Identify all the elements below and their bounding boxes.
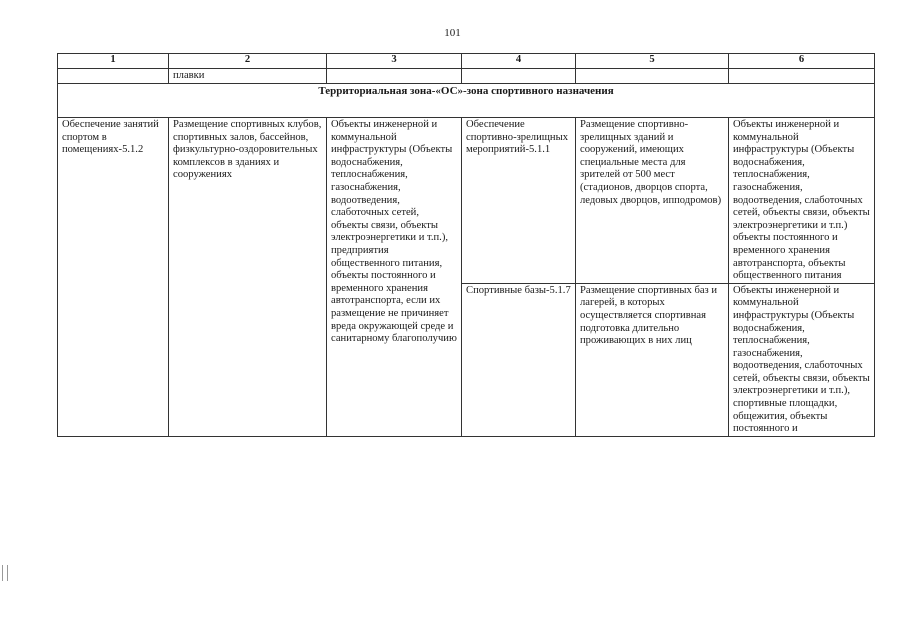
zone-title: Территориальная зона-«ОС»-зона спортивного назначения — [58, 84, 875, 118]
conditional-use-name-cell: Спортивные базы-5.1.7 — [462, 283, 576, 436]
column-header-1: 1 — [58, 54, 169, 69]
activity-name-cell: Обеспечение занятий спортом в помещениях-5.1.2 — [58, 118, 169, 437]
column-header-5: 5 — [576, 54, 729, 69]
continuation-row — [58, 69, 875, 84]
conditional-use-name-cell: Обеспечение спортивно-зрелищных мероприятий-5.1.1 — [462, 118, 576, 284]
scan-edge-mark — [2, 565, 8, 581]
column-header-2: 2 — [169, 54, 327, 69]
column-header-6: 6 — [729, 54, 875, 69]
activity-description-cell: Размещение спортивных клубов, спортивных залов, бассейнов, физкультурно-оздоровительных комплексов в зданиях и сооружениях — [169, 118, 327, 437]
header-row — [58, 54, 875, 69]
page-number: 101 — [444, 27, 461, 39]
land-use-table — [57, 53, 875, 437]
zone-title-row — [58, 84, 875, 118]
conditional-auxiliary-cell: Объекты инженерной и коммунальной инфраструктуры (Объекты водоснабжения, теплоснабжения, газоснабжения, водоотведения, слаботочных сетей, объекты связи, объекты электроэнергетики и т.п.) объекты постоянного и временного хранения автотранспорта, объекты общественного питания — [729, 118, 875, 284]
column-header-3: 3 — [327, 54, 462, 69]
continuation-cell-3 — [327, 69, 462, 84]
continuation-text: плавки — [169, 69, 327, 84]
conditional-use-description-cell: Размещение спортивных баз и лагерей, в которых осуществляется спортивная подготовка длительно проживающих в них лиц — [576, 283, 729, 436]
continuation-cell-5 — [576, 69, 729, 84]
table-row — [58, 118, 875, 284]
auxiliary-objects-cell: Объекты инженерной и коммунальной инфраструктуры (Объекты водоснабжения, теплоснабжения, газоснабжения, водоотведения, слаботочных сетей, объекты связи, объекты электроэнергетики и т.п.), предприятия общественного питания, объекты постоянного и временного хранения автотранспорта, если их размещение не причиняет вреда окружающей среде и санитарному благополучию — [327, 118, 462, 437]
continuation-cell-6 — [729, 69, 875, 84]
continuation-cell-1 — [58, 69, 169, 84]
conditional-auxiliary-cell: Объекты инженерной и коммунальной инфраструктуры (Объекты водоснабжения, теплоснабжения, газоснабжения, водоотведения, слаботочных сетей, объекты связи, объекты электроэнергетики и т.п.), спортивные площадки, общежития, объекты постоянного и — [729, 283, 875, 436]
continuation-cell-4 — [462, 69, 576, 84]
conditional-use-description-cell: Размещение спортивно-зрелищных зданий и сооружений, имеющих специальные места для зрителей от 500 мест (стадионов, дворцов спорта, ледовых дворцов, ипподромов) — [576, 118, 729, 284]
column-header-4: 4 — [462, 54, 576, 69]
